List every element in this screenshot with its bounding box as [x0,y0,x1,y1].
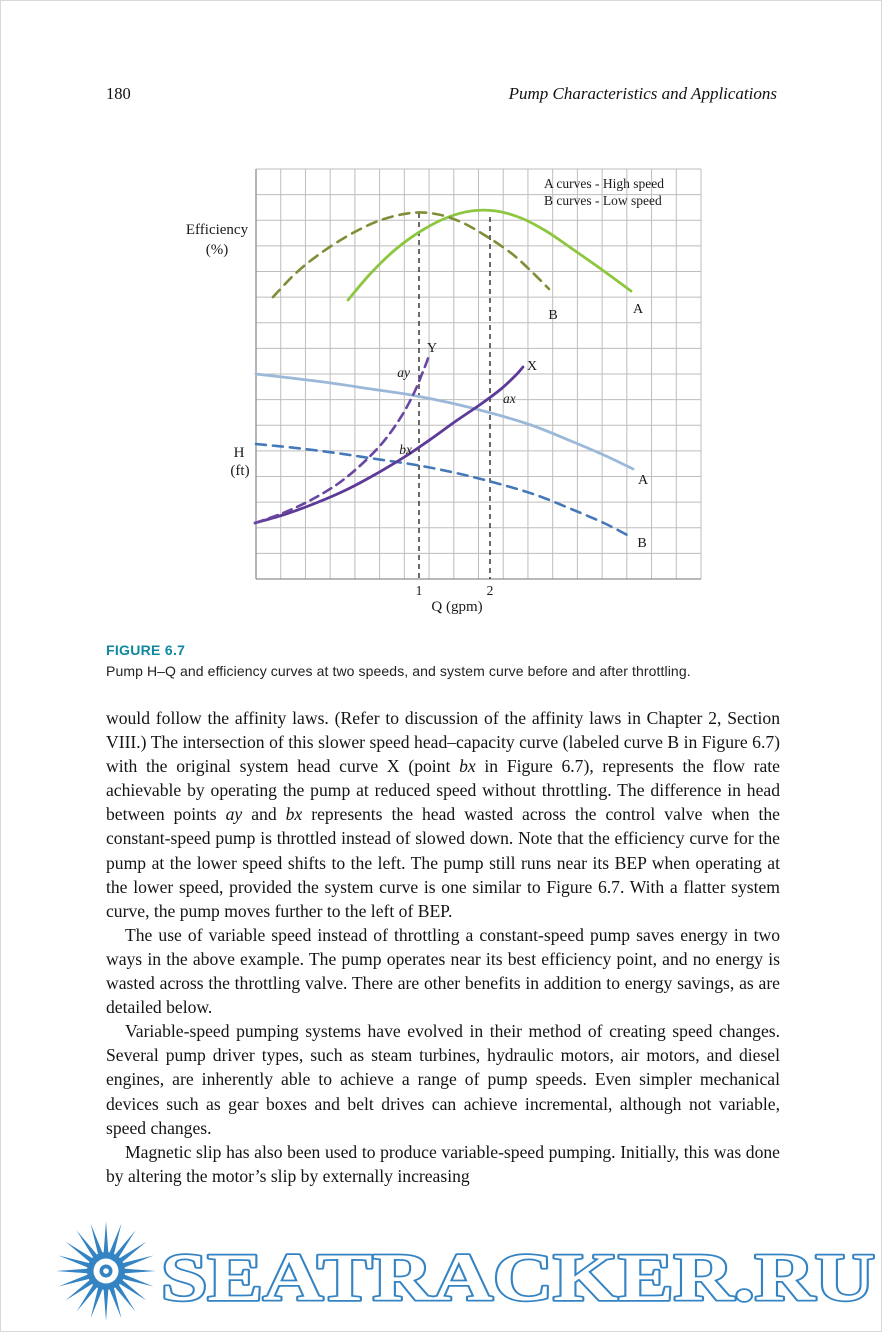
watermark-svg [53,1219,882,1329]
body-paragraph: The use of variable speed instead of throttling a constant-speed pump saves energy in two ways in the above example. The pump operates near its best efficiency point, and no energy is wasted across the throttling valve. There are other benefits in addition to energy savings, as are detailed below. [106,924,780,1018]
chart-label: (ft) [230,463,250,479]
body-text [106,706,780,1188]
chart-label: (%) [205,242,229,258]
chart-label: ay [397,365,410,380]
figure-caption-block [106,642,796,679]
seatracker-watermark [53,1219,882,1329]
chart-label: A [632,302,644,317]
chart-label: X [527,359,538,374]
watermark-text: SEATRACKER.RU [161,1239,875,1315]
chart-label: A curves - High speed [544,176,664,191]
body-paragraph: would follow the affinity laws. (Refer to discussion of the affinity laws in Chapter 2, Section VIII.) The intersection of this slower speed head–capacity curve (labeled curve B in Figure 6.7) with the original system head curve X (point bx in Figure 6.7), represents the flow rate achievable by operating the pump at reduced speed without throttling. The difference in head between points ay and bx represents the head wasted across the control valve when the constant-speed pump is throttled instead of slowed down. Note that the efficiency curve for the pump at the lower speed shifts to the left. The pump still runs near its BEP when operating at the lower speed, provided the system curve is one similar to Figure 6.7. With a flatter system curve, the pump moves further to the left of BEP. [106,708,780,921]
running-title: Pump Characteristics and Applications [508,84,777,103]
body-paragraph: Magnetic slip has also been used to produce variable-speed pumping. Initially, this was done by altering the motor’s slip by externally increasing [106,1141,780,1186]
chart-label: B curves - Low speed [544,193,662,208]
figure-label: FIGURE 6.7 [106,642,186,658]
chart-label: B [548,308,558,323]
chart-label: B [637,536,647,551]
chart-label: ax [503,391,516,406]
curve-head-high-speed-A [256,374,633,469]
chart-label: Efficiency [185,222,249,238]
curve-head-low-speed-B [256,444,629,536]
chart-label: H [233,445,245,461]
chart-label: 1 [415,583,423,598]
pump-curves-chart [151,151,731,626]
page-number: 180 [106,84,131,103]
chart-label: A [637,473,649,488]
chart-label: bx [399,442,412,457]
chart-label: Y [426,341,438,356]
figure-caption: Pump H–Q and efficiency curves at two speeds, and system curve before and after throttling. [106,663,691,679]
curve-efficiency-low-speed-B [273,212,549,297]
page-header [106,84,777,104]
chart-label: 2 [486,583,494,598]
chart-label: Q (gpm) [431,599,483,615]
body-paragraph: Variable-speed pumping systems have evolved in their method of creating speed changes. Several pump driver types, such as steam turbines, hydraulic motors, air motors, and diesel engines, are inherently able to achieve a range of pump speeds. Even simpler mechanical devices such as gear boxes and belt drives can achieve incremental, although not variable, speed changes. [106,1021,780,1138]
figure-6-7 [151,151,731,626]
